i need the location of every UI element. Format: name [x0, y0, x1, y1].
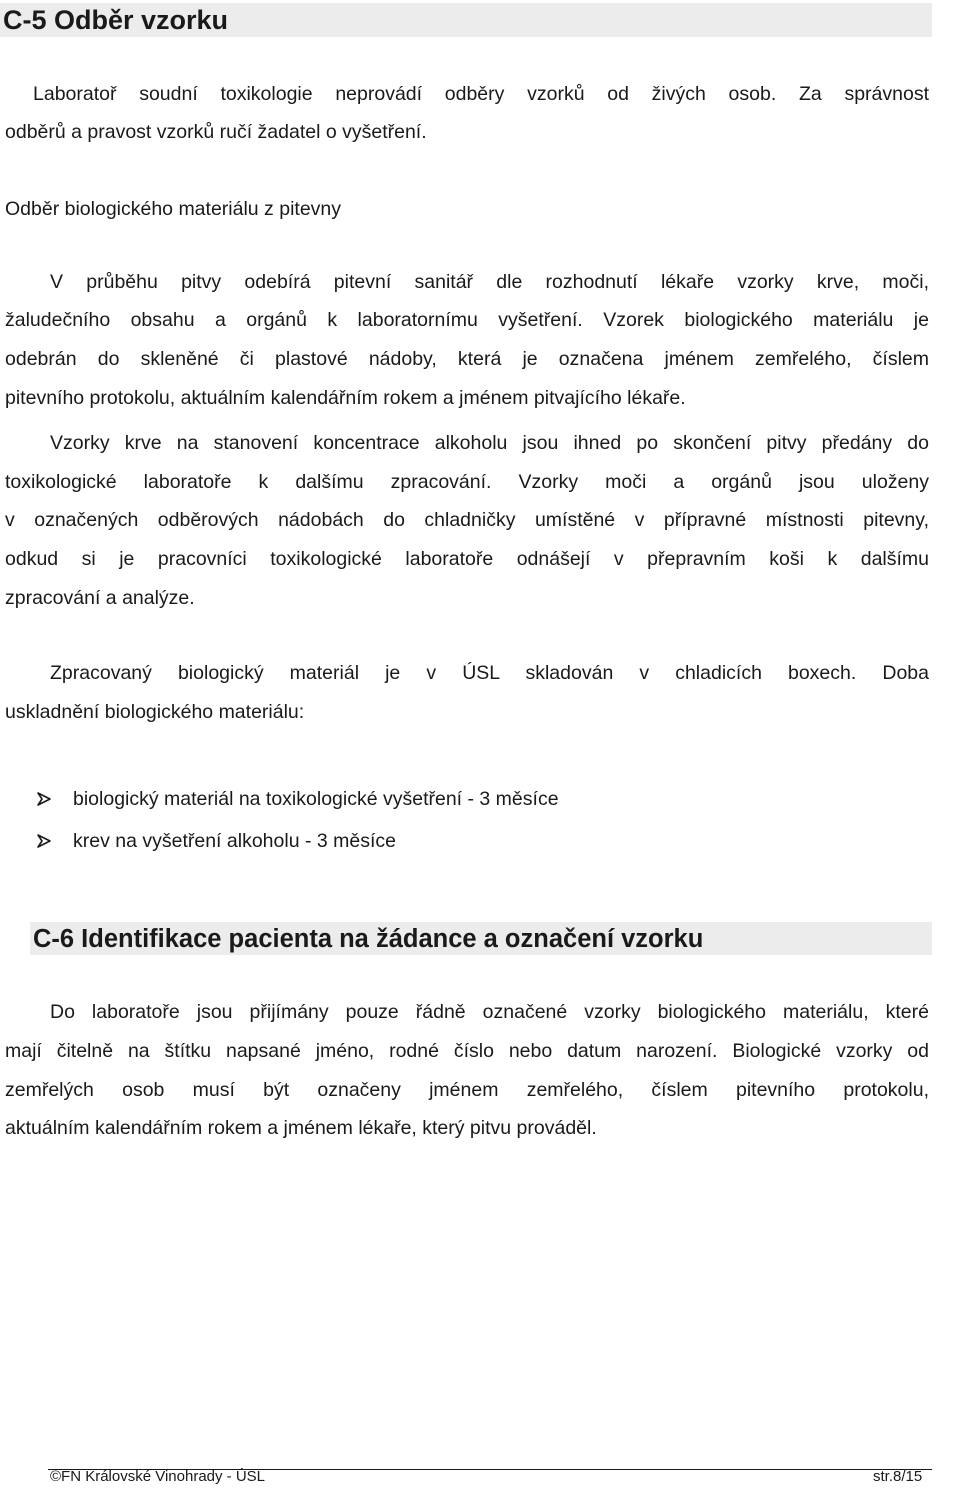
section-title: C-6 Identifikace pacienta na žádance a označení vzorku	[33, 925, 704, 953]
paragraph-line: žaludečního obsahu a orgánů k laboratornímu vyšetření. Vzorek biologického materiálu je	[5, 309, 929, 331]
paragraph-line: aktuálním kalendářním rokem a jménem lékaře, který pitvu prováděl.	[5, 1117, 597, 1139]
page-number: str.8/15	[873, 1468, 923, 1485]
arrow-bullet-icon	[36, 791, 52, 807]
section-title: C-5 Odběr vzorku	[3, 5, 229, 35]
paragraph-line: V průběhu pitvy odebírá pitevní sanitář dle rozhodnutí lékaře vzorky krve, moči,	[50, 271, 929, 293]
bullet-text: biologický materiál na toxikologické vyšetření - 3 měsíce	[73, 788, 559, 810]
paragraph-line: toxikologické laboratoře k dalšímu zpracování. Vzorky moči a orgánů jsou uloženy	[5, 471, 929, 493]
paragraph-line: v označených odběrových nádobách do chladničky umístěné v přípravné místnosti pitevny,	[5, 509, 929, 531]
arrow-bullet-icon	[36, 833, 52, 849]
intro-line: Laboratoř soudní toxikologie neprovádí odběry vzorků od živých osob. Za správnost	[33, 83, 929, 105]
paragraph-line: Zpracovaný biologický materiál je v ÚSL skladován v chladicích boxech. Doba	[50, 662, 929, 684]
section-heading-c6	[30, 922, 932, 955]
intro-line: odběrů a pravost vzorků ručí žadatel o vyšetření.	[5, 121, 427, 143]
paragraph-line: odebrán do skleněné či plastové nádoby, která je označena jménem zemřelého, číslem	[5, 348, 929, 370]
paragraph-line: Do laboratoře jsou přijímány pouze řádně označené vzorky biologického materiálu, které	[50, 1001, 929, 1023]
bullet-text: krev na vyšetření alkoholu - 3 měsíce	[73, 830, 396, 852]
subheading: Odběr biologického materiálu z pitevny	[5, 198, 342, 220]
paragraph-line: mají čitelně na štítku napsané jméno, rodné číslo nebo datum narození. Biologické vzorky od	[5, 1040, 929, 1062]
paragraph-line: zpracování a analýze.	[5, 587, 195, 609]
paragraph-line: zemřelých osob musí být označeny jménem zemřelého, číslem pitevního protokolu,	[5, 1079, 929, 1101]
section-heading-c5	[0, 3, 932, 37]
paragraph-line: Vzorky krve na stanovení koncentrace alkoholu jsou ihned po skončení pitvy předány do	[50, 432, 929, 454]
footer-left: ©FN Královské Vinohrady - ÚSL	[50, 1468, 266, 1485]
paragraph-line: pitevního protokolu, aktuálním kalendářním rokem a jménem pitvajícího lékaře.	[5, 387, 686, 409]
paragraph-line: odkud si je pracovníci toxikologické laboratoře odnášejí v přepravním koši k dalšímu	[5, 548, 929, 570]
paragraph-line: uskladnění biologického materiálu:	[5, 701, 305, 723]
